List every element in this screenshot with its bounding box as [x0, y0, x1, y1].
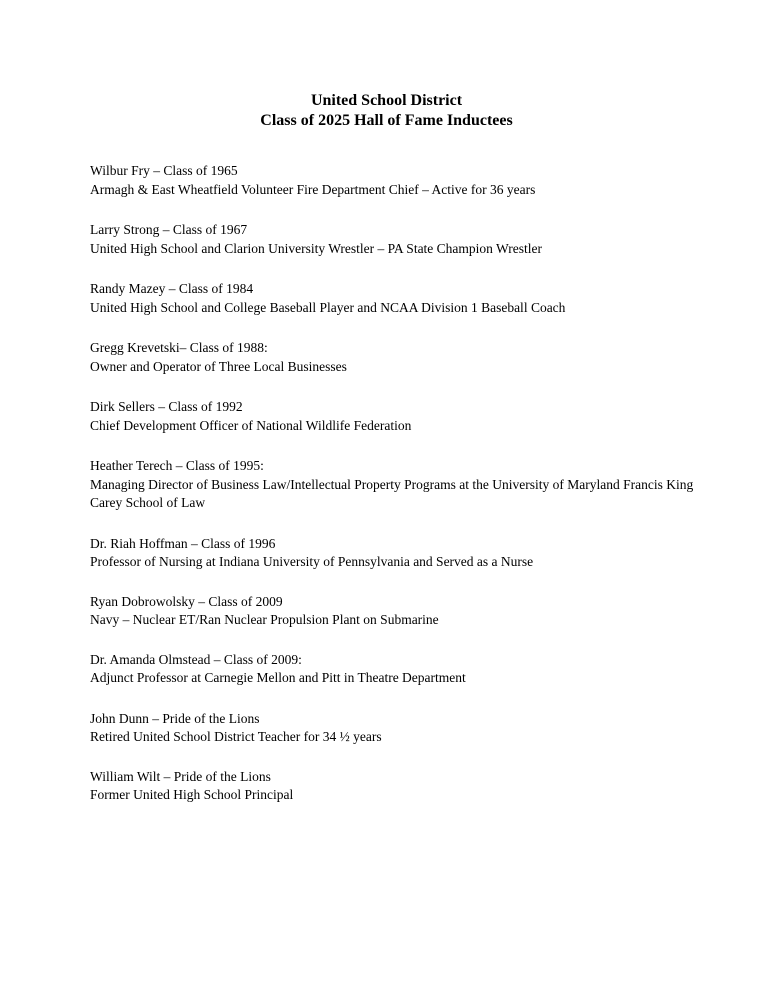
inductee-entry	[90, 535, 710, 572]
inductee-name: Randy Mazey – Class of 1984	[90, 281, 254, 296]
inductee-entry	[90, 651, 710, 688]
document-header	[0, 91, 773, 131]
inductee-description: United High School and College Baseball Player and NCAA Division 1 Baseball Coach	[90, 299, 566, 315]
inductee-description: United High School and Clarion University Wrestler – PA State Champion Wrestler	[90, 240, 542, 256]
inductee-description: Owner and Operator of Three Local Businesses	[90, 358, 347, 374]
inductee-name: Larry Strong – Class of 1967	[90, 222, 248, 237]
inductee-name: Dirk Sellers – Class of 1992	[90, 399, 243, 414]
inductee-entry	[90, 457, 710, 513]
inductee-name: Gregg Krevetski– Class of 1988:	[90, 340, 268, 355]
inductee-entry	[90, 339, 710, 376]
inductee-description: Armagh & East Wheatfield Volunteer Fire Department Chief – Active for 36 years	[90, 181, 536, 197]
district-title: United School District	[310, 92, 463, 109]
inductee-name: Dr. Riah Hoffman – Class of 1996	[90, 535, 276, 551]
inductee-description: Navy – Nuclear ET/Ran Nuclear Propulsion Plant on Submarine	[90, 612, 439, 627]
inductee-entry	[90, 162, 710, 199]
inductees-title: Class of 2025 Hall of Fame Inductees	[260, 112, 513, 129]
inductee-list	[90, 162, 710, 805]
inductee-entry	[90, 398, 710, 435]
inductee-entry	[90, 768, 710, 805]
inductee-name: Ryan Dobrowolsky – Class of 2009	[90, 593, 283, 609]
inductee-entry	[90, 710, 710, 747]
inductee-name: Wilbur Fry – Class of 1965	[90, 163, 238, 178]
inductee-description: Professor of Nursing at Indiana University of Pennsylvania and Served as a Nurse	[90, 554, 534, 569]
inductee-description: Adjunct Professor at Carnegie Mellon and Pitt in Theatre Department	[90, 670, 466, 685]
inductee-description: Retired United School District Teacher for 34 ½ years	[90, 729, 382, 744]
inductee-entry	[90, 221, 710, 258]
inductee-description: Managing Director of Business Law/Intellectual Property Programs at the University of Maryland Francis King Carey School of Law	[90, 476, 694, 510]
inductee-entry	[90, 280, 710, 317]
inductee-name: John Dunn – Pride of the Lions	[90, 710, 260, 726]
inductee-description: Chief Development Officer of National Wildlife Federation	[90, 417, 412, 433]
inductee-name: Dr. Amanda Olmstead – Class of 2009:	[90, 651, 302, 667]
inductee-name: William Wilt – Pride of the Lions	[90, 768, 271, 784]
inductee-name: Heather Terech – Class of 1995:	[90, 458, 264, 473]
inductee-description: Former United High School Principal	[90, 787, 294, 802]
inductee-entry	[90, 593, 710, 630]
